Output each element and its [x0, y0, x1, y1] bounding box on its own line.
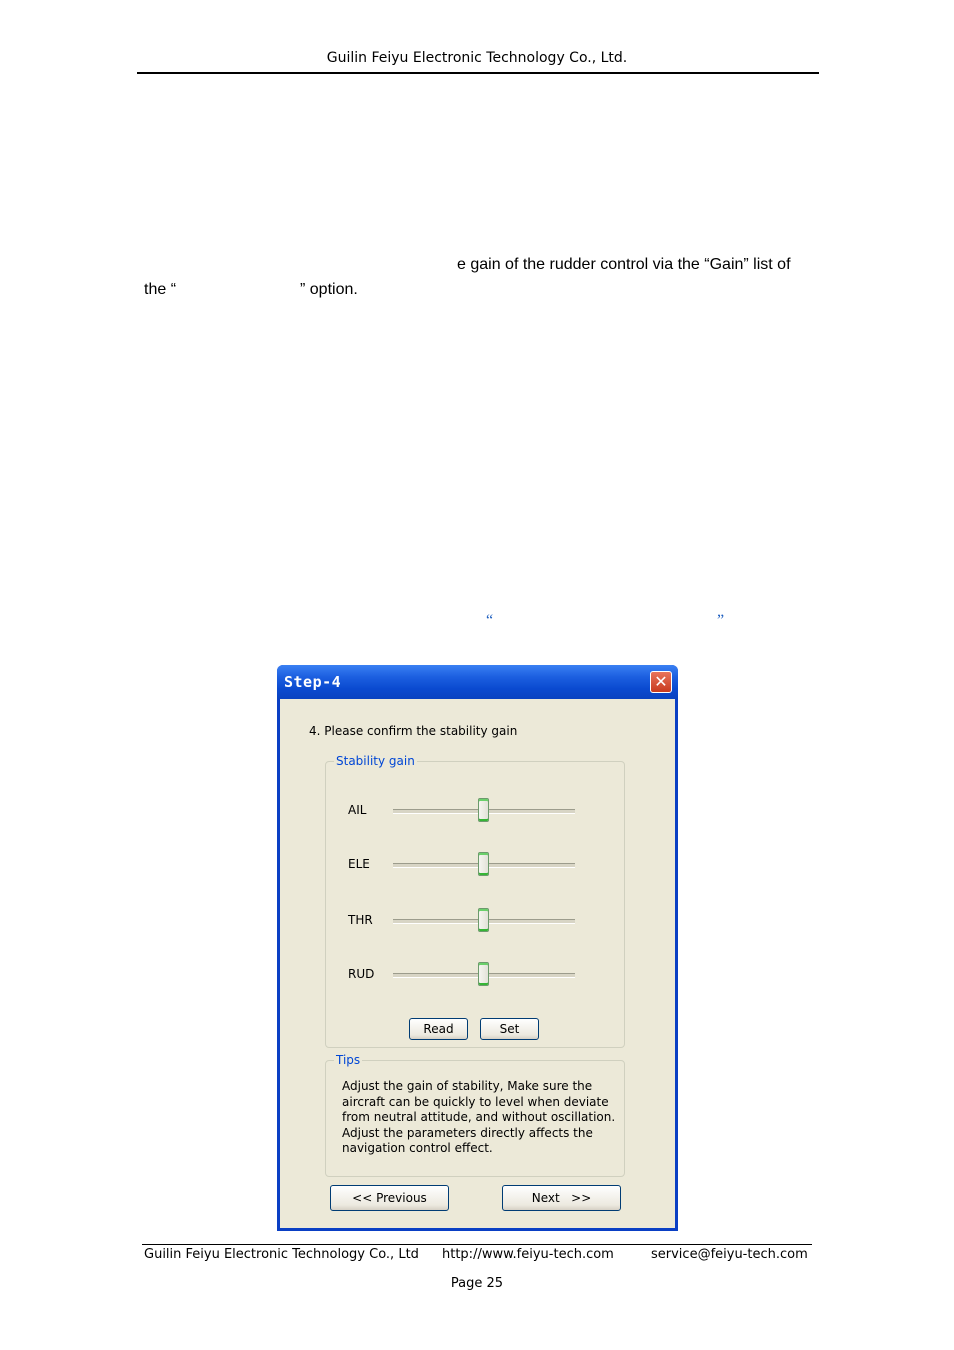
slider-row-ele — [326, 850, 626, 880]
previous-button[interactable]: << Previous — [330, 1185, 449, 1211]
body-text-line-1: e gain of the rudder control via the “Gain” list of — [457, 256, 791, 273]
stability-gain-group — [325, 754, 625, 1048]
set-button[interactable]: Set — [480, 1018, 539, 1040]
caption-open-quote: “ — [486, 612, 494, 629]
footer-divider — [142, 1244, 812, 1245]
tips-group — [325, 1053, 625, 1177]
slider-thumb-ele[interactable] — [478, 852, 489, 876]
next-button[interactable]: Next >> — [502, 1185, 621, 1211]
footer-website-link[interactable]: http://www.feiyu-tech.com — [442, 1247, 614, 1262]
close-icon: ✕ — [654, 672, 668, 691]
slider-label: THR — [348, 913, 373, 927]
slider-row-thr — [326, 906, 626, 936]
slider-row-ail — [326, 796, 626, 826]
footer-email-link[interactable]: service@feiyu-tech.com — [651, 1247, 808, 1262]
body-text-line-2-start: the “ — [144, 281, 177, 298]
slider-label: AIL — [348, 803, 367, 817]
dialog-title: Step-4 — [284, 673, 342, 691]
stability-gain-legend: Stability gain — [336, 754, 415, 768]
page-number: Page 25 — [450, 1276, 504, 1291]
dialog-titlebar[interactable] — [277, 665, 678, 699]
step4-dialog — [277, 665, 678, 1231]
slider-thumb-rud[interactable] — [478, 962, 489, 986]
slider-thumb-thr[interactable] — [478, 908, 489, 932]
slider-track-ail[interactable] — [393, 809, 575, 814]
body-text-line-2-end: ” option. — [300, 281, 358, 298]
slider-label: ELE — [348, 857, 370, 871]
instruction-text: 4. Please confirm the stability gain — [309, 724, 518, 738]
slider-label: RUD — [348, 967, 375, 981]
tips-legend: Tips — [336, 1053, 361, 1067]
caption-close-quote: ” — [717, 612, 725, 629]
header-divider — [137, 72, 819, 74]
close-button[interactable] — [650, 671, 672, 693]
read-button[interactable]: Read — [409, 1018, 468, 1040]
tips-text: Adjust the gain of stability, Make sure the aircraft can be quickly to level when deviate from neutral attitude, and without oscillation. Adjust the parameters directly affects the navigation control effect. — [342, 1079, 616, 1156]
slider-track-ele[interactable] — [393, 863, 575, 868]
slider-track-rud[interactable] — [393, 973, 575, 978]
header-company: Guilin Feiyu Electronic Technology Co., Ltd. — [326, 50, 628, 66]
slider-track-thr[interactable] — [393, 919, 575, 924]
dialog-client-area — [280, 699, 675, 1228]
slider-row-rud — [326, 960, 626, 990]
slider-thumb-ail[interactable] — [478, 798, 489, 822]
footer-company: Guilin Feiyu Electronic Technology Co., Ltd — [144, 1247, 419, 1262]
